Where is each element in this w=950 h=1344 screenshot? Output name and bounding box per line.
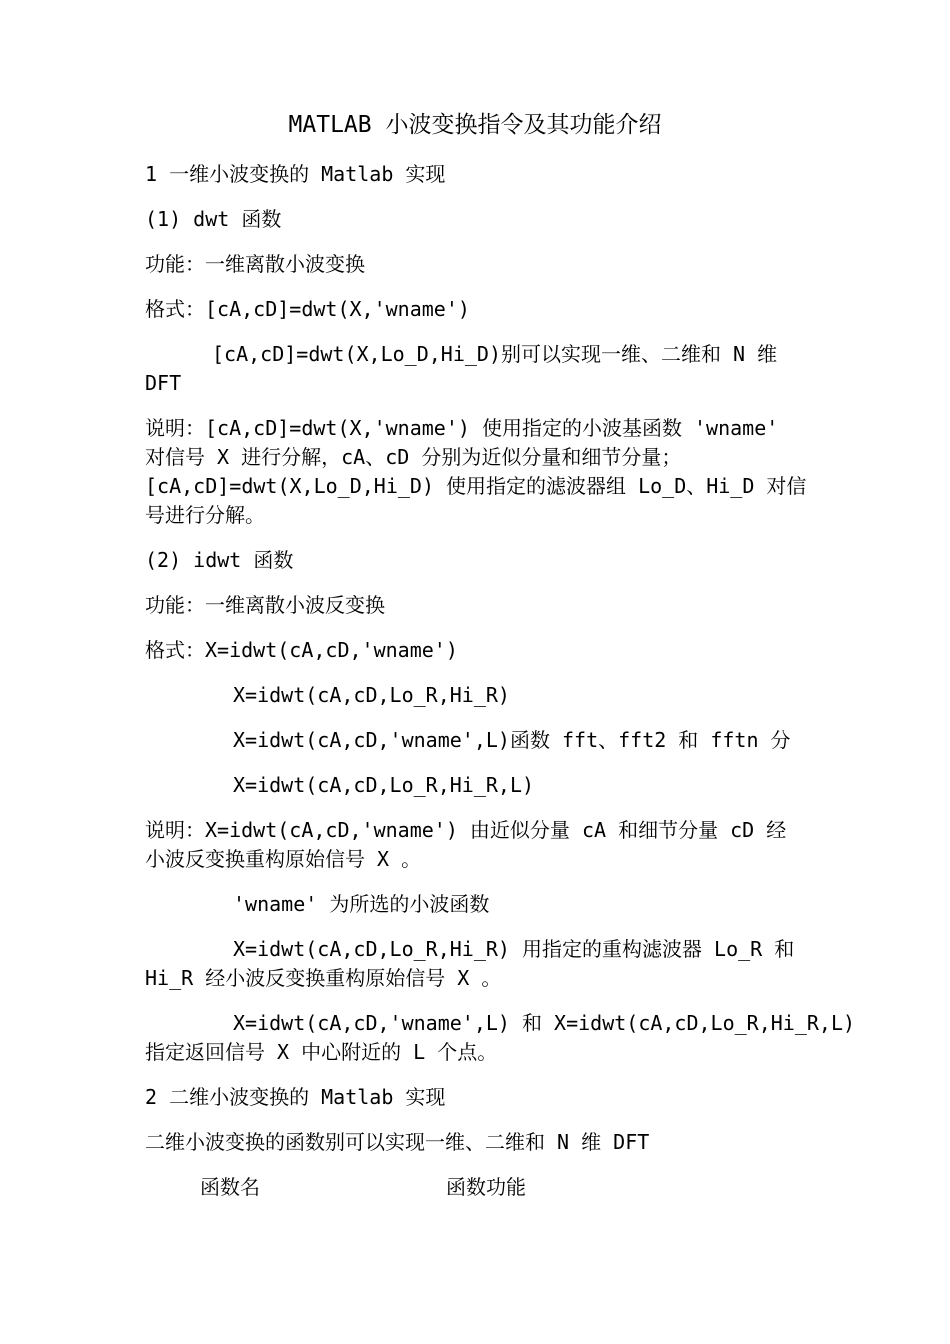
idwt-desc-7: 指定返回信号 X 中心附近的 L 个点。 [145, 1040, 498, 1064]
idwt-desc-3: 'wname' 为所选的小波函数 [233, 892, 490, 916]
dwt-desc-1: 说明：[cA,cD]=dwt(X,'wname') 使用指定的小波基函数 'wname' [145, 416, 779, 440]
idwt-desc-1: 说明：X=idwt(cA,cD,'wname') 由近似分量 cA 和细节分量 cD 经 [145, 818, 787, 842]
dwt-format-1: 格式：[cA,cD]=dwt(X,'wname') [145, 297, 470, 321]
idwt-desc-4: X=idwt(cA,cD,Lo_R,Hi_R) 用指定的重构滤波器 Lo_R 和 [233, 937, 795, 961]
document-title: MATLAB 小波变换指令及其功能介绍 [288, 112, 662, 138]
idwt-desc-5: Hi_R 经小波反变换重构原始信号 X 。 [145, 966, 502, 990]
idwt-format-1: 格式：X=idwt(cA,cD,'wname') [145, 638, 458, 662]
section2-heading: 2 二维小波变换的 Matlab 实现 [145, 1085, 446, 1109]
dwt-function: 功能：一维离散小波变换 [145, 252, 365, 276]
table-header-function-name: 函数名 [200, 1175, 260, 1199]
dwt-desc-2: 对信号 X 进行分解，cA、cD 分别为近似分量和细节分量； [145, 445, 682, 469]
dwt-format-2-cont: DFT [145, 371, 182, 395]
idwt-function: 功能：一维离散小波反变换 [145, 593, 385, 617]
idwt-desc-6: X=idwt(cA,cD,'wname',L) 和 X=idwt(cA,cD,Lo_R,Hi_R,L) [233, 1011, 856, 1035]
idwt-format-3: X=idwt(cA,cD,'wname',L)函数 fft、fft2 和 fftn 分 [233, 728, 791, 752]
idwt-heading: (2) idwt 函数 [145, 548, 294, 572]
idwt-desc-2: 小波反变换重构原始信号 X 。 [145, 847, 422, 871]
dwt-heading: (1) dwt 函数 [145, 207, 282, 231]
section1-heading: 1 一维小波变换的 Matlab 实现 [145, 162, 446, 186]
section2-intro: 二维小波变换的函数别可以实现一维、二维和 N 维 DFT [145, 1130, 650, 1154]
dwt-desc-3: [cA,cD]=dwt(X,Lo_D,Hi_D) 使用指定的滤波器组 Lo_D、Hi_D 对信 [145, 474, 807, 498]
table-header-function-desc: 函数功能 [446, 1175, 526, 1199]
idwt-format-2: X=idwt(cA,cD,Lo_R,Hi_R) [233, 683, 510, 707]
dwt-format-2: [cA,cD]=dwt(X,Lo_D,Hi_D)别可以实现一维、二维和 N 维 [212, 342, 778, 366]
dwt-desc-4: 号进行分解。 [145, 503, 265, 527]
idwt-format-4: X=idwt(cA,cD,Lo_R,Hi_R,L) [233, 773, 535, 797]
